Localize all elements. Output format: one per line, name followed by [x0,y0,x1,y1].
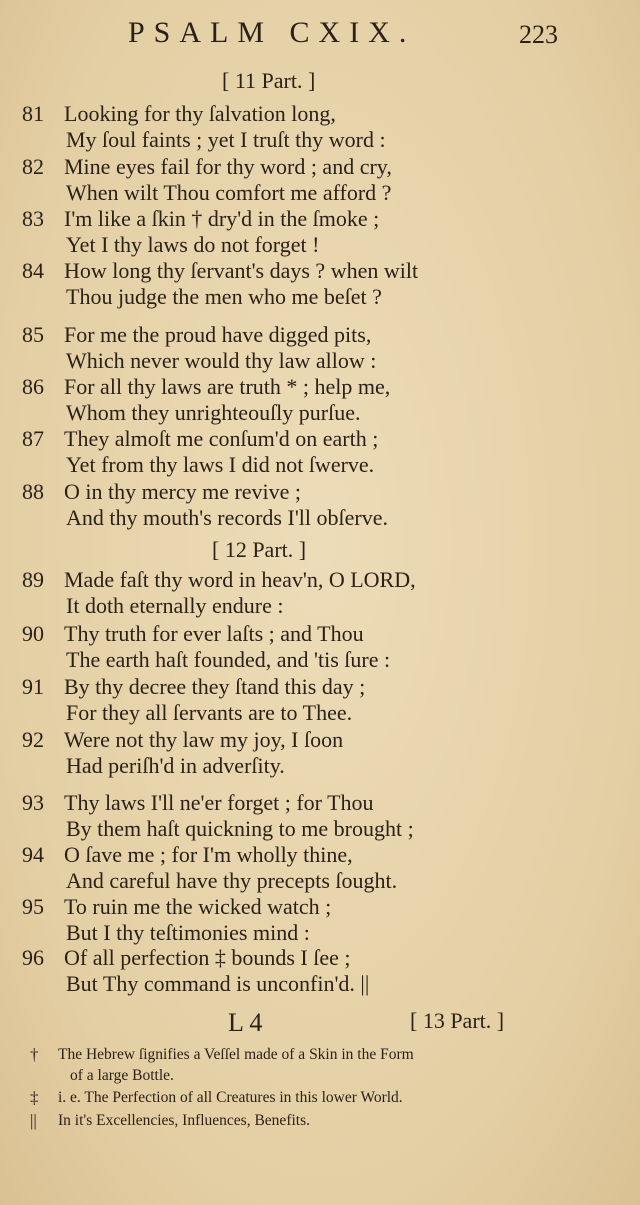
verse-87 [22,426,622,478]
verse-number: 86 [22,374,44,399]
verse-line: And thy mouth's records I'll obſerve. [66,505,388,530]
verse-number: 82 [22,154,44,179]
verse-line: My ſoul faints ; yet I truſt thy word : [66,127,386,152]
verse-line: Which never would thy law allow : [66,348,377,373]
verse-86 [22,374,622,426]
verse-line: And careful have thy precepts ſought. [66,868,398,893]
signature-mark: L 4 [228,1008,263,1037]
verse-line: Looking for thy ſalvation long, [64,101,336,126]
verse-line: By them haſt quickning to me brought ; [66,816,414,841]
verse-85 [22,322,622,374]
verse-number: 81 [22,101,44,126]
verse-line: Whom they unrighteouſly purſue. [66,400,361,425]
verse-line: O in thy mercy me revive ; [64,479,302,504]
page-number: 223 [519,20,558,49]
verse-number: 89 [22,567,44,592]
verse-line: For me the proud have digged pits, [64,322,372,347]
footnote-double-dagger [30,1087,620,1108]
verse-line: But I thy teſtimonies mind : [66,920,310,945]
verse-line: By thy decree they ſtand this day ; [64,674,366,699]
verse-line: Of all perfection ‡ bounds I ſee ; [64,945,351,970]
footnote-text: i. e. The Perfection of all Creatures in this lower World. [58,1089,403,1106]
verse-number: 90 [22,621,44,646]
verse-line: Thou judge the men who me beſet ? [66,284,382,309]
verse-line: For all thy laws are truth * ; help me, [64,374,391,399]
verse-91 [22,674,622,726]
verse-line: Yet from thy laws I did not ſwerve. [66,452,375,477]
verse-line: The earth haſt founded, and 'tis ſure : [66,647,391,672]
verse-line: When wilt Thou comfort me afford ? [66,180,392,205]
verse-line: How long thy ſervant's days ? when wilt [64,258,419,283]
verse-number: 85 [22,322,44,347]
verse-90 [22,621,622,673]
verse-number: 96 [22,945,44,970]
verse-line: O ſave me ; for I'm wholly thine, [64,842,353,867]
verse-number: 83 [22,206,44,231]
verse-94 [22,842,622,894]
verse-line: They almoſt me conſum'd on earth ; [64,426,379,451]
verse-line: To ruin me the wicked watch ; [64,894,332,919]
verse-number: 94 [22,842,44,867]
footnote-mark: † [30,1045,39,1064]
verse-93 [22,790,622,842]
footnote-mark: || [30,1111,37,1130]
signature-row [0,1008,640,1042]
verse-95 [22,894,622,946]
footnote-text: of a large Bottle. [70,1067,174,1084]
footnote-text: The Hebrew ſignifies a Veſſel made of a Skin in the Form [58,1046,414,1063]
verse-number: 84 [22,258,44,283]
footnote-dagger [30,1044,620,1086]
verse-number: 88 [22,479,44,504]
verse-line: Yet I thy laws do not forget ! [66,232,320,257]
verse-92 [22,727,622,779]
verse-line: Were not thy law my joy, I ſoon [64,727,344,752]
verse-line: Thy laws I'll ne'er forget ; for Thou [64,790,374,815]
verse-line: But Thy command is unconfin'd. || [66,971,370,996]
part-heading-11: [ 11 Part. ] [222,68,316,93]
verse-line: Had periſh'd in adverſity. [66,753,285,778]
footnote-parallel [30,1110,620,1131]
verse-number: 92 [22,727,44,752]
verse-84 [22,258,622,310]
verse-83 [22,206,622,258]
verse-number: 91 [22,674,44,699]
verse-89 [22,567,622,619]
verse-number: 93 [22,790,44,815]
verse-81 [22,101,622,153]
verse-line: I'm like a ſkin † dry'd in the ſmoke ; [64,206,380,231]
footnote-text: In it's Excellencies, Influences, Benefits. [58,1112,310,1129]
footnote-mark: ‡ [30,1088,39,1107]
running-title: PSALM CXIX. [128,16,416,49]
verse-line: Made faſt thy word in heav'n, O LORD, [64,567,416,592]
verse-line: Mine eyes fail for thy word ; and cry, [64,154,392,179]
verse-line: It doth eternally endure : [66,593,284,618]
verse-96 [22,945,622,997]
verse-82 [22,154,622,206]
catchword: [ 13 Part. ] [410,1008,505,1033]
verse-88 [22,479,622,531]
verse-number: 95 [22,894,44,919]
verse-line: For they all ſervants are to Thee. [66,700,353,725]
part-heading-12: [ 12 Part. ] [212,537,307,562]
verse-number: 87 [22,426,44,451]
verse-line: Thy truth for ever laſts ; and Thou [64,621,364,646]
